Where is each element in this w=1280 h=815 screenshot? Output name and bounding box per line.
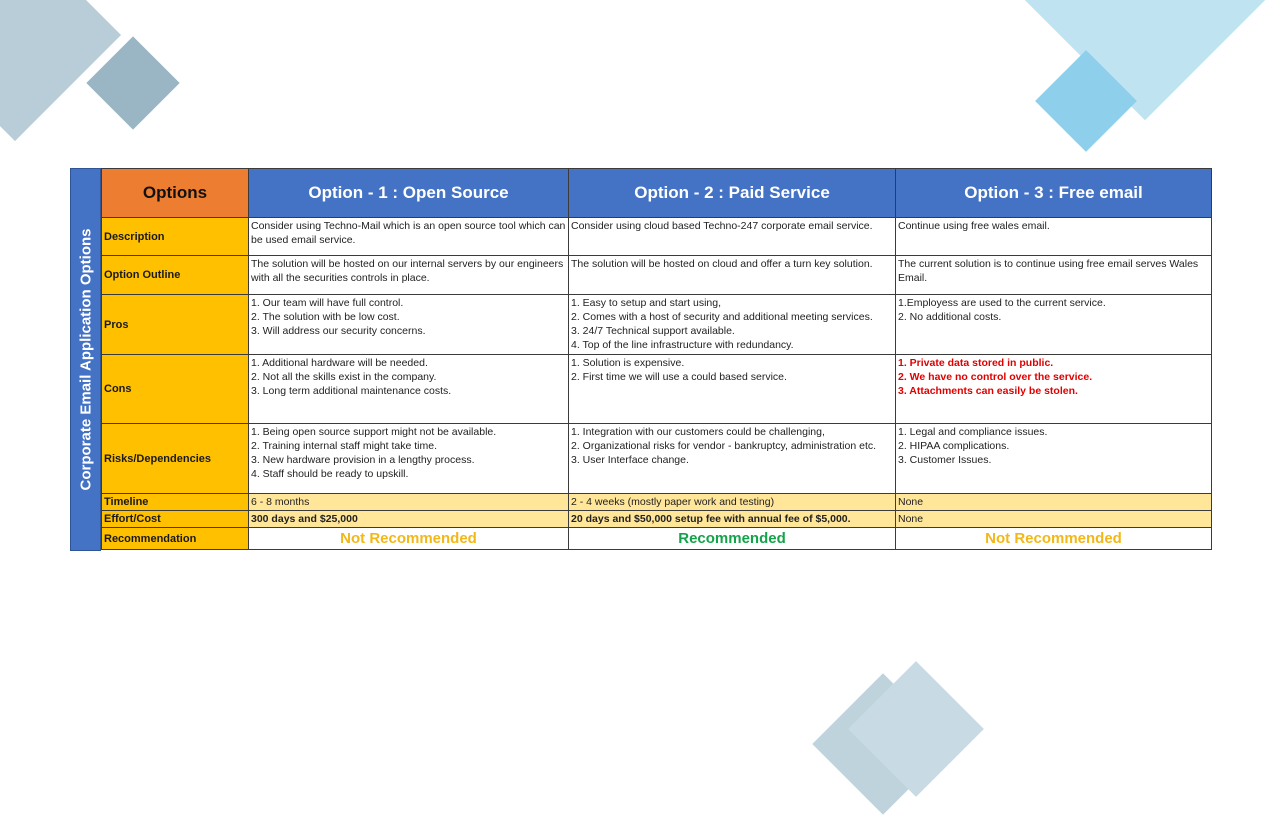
list-item: 2. We have no control over the service. xyxy=(898,371,1093,383)
description-option-1: Consider using Techno-Mail which is an open source tool which can be used email service. xyxy=(249,218,569,256)
row-label-recommendation: Recommendation xyxy=(102,528,249,550)
list-item: 3. Customer Issues. xyxy=(898,454,992,466)
row-label-description: Description xyxy=(102,218,249,256)
list-item: 1. Our team will have full control. xyxy=(251,297,404,309)
effort-option-1: 300 days and $25,000 xyxy=(249,511,569,528)
list-item: 1. Being open source support might not be available. xyxy=(251,426,497,438)
row-timeline xyxy=(102,494,1212,511)
list-item: 2. Organizational risks for vendor - bankruptcy, administration etc. xyxy=(571,440,877,452)
header-option-1: Option - 1 : Open Source xyxy=(249,169,569,218)
risks-option-1 xyxy=(249,424,569,494)
description-option-2: Consider using cloud based Techno-247 corporate email service. xyxy=(569,218,896,256)
effort-option-2: 20 days and $50,000 setup fee with annual fee of $5,000. xyxy=(569,511,896,528)
options-table xyxy=(101,168,1212,550)
header-row xyxy=(102,169,1212,218)
row-effort xyxy=(102,511,1212,528)
header-options: Options xyxy=(102,169,249,218)
list-item: 1. Solution is expensive. xyxy=(571,357,685,369)
list-item: 2. The solution with be low cost. xyxy=(251,311,400,323)
list-item: 2. HIPAA complications. xyxy=(898,440,1010,452)
list-item: 2. No additional costs. xyxy=(898,311,1002,323)
list-item: 2. First time we will use a could based service. xyxy=(571,371,787,383)
recommendation-option-1: Not Recommended xyxy=(249,528,569,550)
pros-option-1 xyxy=(249,295,569,355)
list-item: 3. Will address our security concerns. xyxy=(251,325,426,337)
row-description xyxy=(102,218,1212,256)
list-item: 1.Employess are used to the current service. xyxy=(898,297,1106,309)
cons-option-1 xyxy=(249,355,569,424)
cons-option-3 xyxy=(896,355,1212,424)
row-risks xyxy=(102,424,1212,494)
pros-option-2 xyxy=(569,295,896,355)
row-cons xyxy=(102,355,1212,424)
list-item: 4. Staff should be ready to upskill. xyxy=(251,468,409,480)
list-item: 1. Private data stored in public. xyxy=(898,357,1054,369)
header-option-2: Option - 2 : Paid Service xyxy=(569,169,896,218)
recommendation-option-3: Not Recommended xyxy=(896,528,1212,550)
risks-option-3 xyxy=(896,424,1212,494)
row-label-outline: Option Outline xyxy=(102,256,249,295)
cons-option-2 xyxy=(569,355,896,424)
slide-title: Corporate Email Application Options xyxy=(77,228,94,491)
list-item: 1. Easy to setup and start using, xyxy=(571,297,722,309)
list-item: 1. Additional hardware will be needed. xyxy=(251,357,428,369)
list-item: 2. Training internal staff might take time. xyxy=(251,440,437,452)
list-item: 3. 24/7 Technical support available. xyxy=(571,325,735,337)
list-item: 2. Not all the skills exist in the company. xyxy=(251,371,437,383)
list-item: 4. Top of the line infrastructure with redundancy. xyxy=(571,339,794,351)
timeline-option-3: None xyxy=(896,494,1212,511)
row-label-cons: Cons xyxy=(102,355,249,424)
list-item: 2. Comes with a host of security and additional meeting services. xyxy=(571,311,873,323)
list-item: 3. Long term additional maintenance costs. xyxy=(251,385,452,397)
outline-option-1: The solution will be hosted on our internal servers by our engineers with all the securities controls in place. xyxy=(249,256,569,295)
list-item: 3. Attachments can easily be stolen. xyxy=(898,385,1078,397)
effort-option-3: None xyxy=(896,511,1212,528)
list-item: 3. New hardware provision in a lengthy process. xyxy=(251,454,475,466)
row-label-effort: Effort/Cost xyxy=(102,511,249,528)
row-pros xyxy=(102,295,1212,355)
list-item: 1. Integration with our customers could be challenging, xyxy=(571,426,825,438)
timeline-option-2: 2 - 4 weeks (mostly paper work and testing) xyxy=(569,494,896,511)
row-recommendation xyxy=(102,528,1212,550)
description-option-3: Continue using free wales email. xyxy=(896,218,1212,256)
recommendation-option-2: Recommended xyxy=(569,528,896,550)
outline-option-2: The solution will be hosted on cloud and offer a turn key solution. xyxy=(569,256,896,295)
vertical-title-bar xyxy=(70,168,101,551)
outline-option-3: The current solution is to continue using free email serves Wales Email. xyxy=(896,256,1212,295)
pros-option-3 xyxy=(896,295,1212,355)
row-outline xyxy=(102,256,1212,295)
row-label-timeline: Timeline xyxy=(102,494,249,511)
row-label-risks: Risks/Dependencies xyxy=(102,424,249,494)
header-option-3: Option - 3 : Free email xyxy=(896,169,1212,218)
timeline-option-1: 6 - 8 months xyxy=(249,494,569,511)
list-item: 1. Legal and compliance issues. xyxy=(898,426,1048,438)
risks-option-2 xyxy=(569,424,896,494)
row-label-pros: Pros xyxy=(102,295,249,355)
list-item: 3. User Interface change. xyxy=(571,454,689,466)
